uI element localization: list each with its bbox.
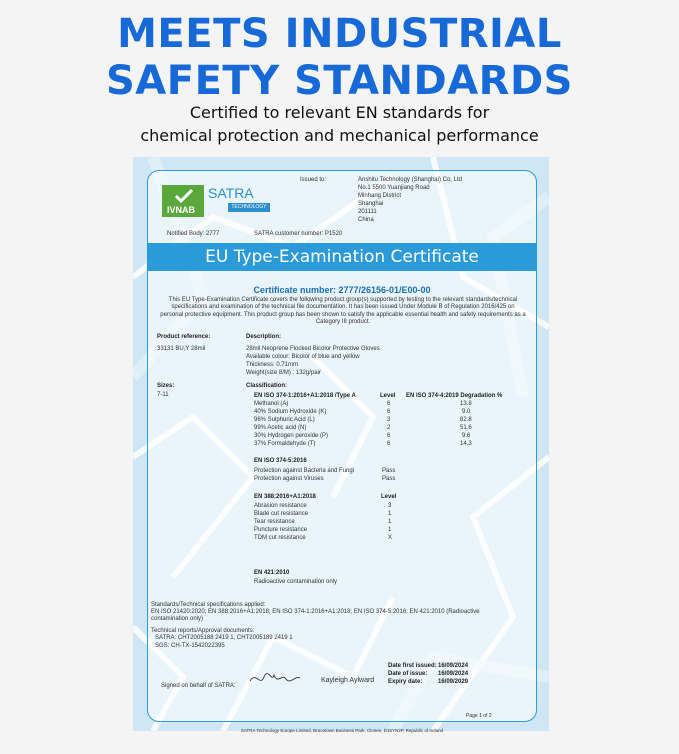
chem-row-name: 99% Acetic acid (N) bbox=[254, 425, 307, 431]
mech-row-level: X bbox=[388, 535, 393, 541]
rad-row: Radioactive contamination only bbox=[254, 579, 338, 585]
ivnab-logo bbox=[162, 185, 204, 217]
certificate-footer: SATRA Technology Europe Limited, Bracetown Business Park, Clonee, D15YN2P, Republic of Ireland bbox=[240, 728, 444, 733]
chem-row-name: 37% Formaldehyde (T) bbox=[254, 441, 316, 447]
chem-row-name: 40% Sodium Hydroxide (K) bbox=[254, 409, 327, 415]
ivnab-logo-text: IVNAB bbox=[167, 205, 196, 215]
chem-row-level: 6 bbox=[387, 441, 391, 447]
mech-row-level: 1 bbox=[388, 519, 392, 525]
address-line: Anshitu Technology (Shanghai) Co, Ltd bbox=[358, 177, 462, 183]
rad-standard-header: EN 421:2010 bbox=[254, 570, 290, 576]
certificate-title-banner: EU Type-Examination Certificate bbox=[148, 243, 536, 271]
page-number: Page 1 of 2 bbox=[466, 713, 492, 719]
mech-row-name: Puncture resistance bbox=[254, 527, 308, 533]
reports-label: Technical reports/Approval documents: bbox=[151, 628, 255, 634]
signed-label: Signed on behalf of SATRA: bbox=[161, 683, 236, 689]
chem-row-degradation: 13.8 bbox=[460, 401, 472, 407]
chem-standard-header: EN ISO 374-1:2016+A1:2018 /Type A bbox=[254, 393, 356, 399]
issued-to-label: Issued to: bbox=[300, 177, 327, 183]
satra-technology-text: TECHNOLOGY bbox=[228, 203, 270, 212]
date-label: Date of issue: bbox=[388, 671, 428, 677]
classification-label: Classification: bbox=[246, 383, 288, 389]
certificate-card bbox=[147, 170, 537, 733]
satra-logo bbox=[208, 185, 270, 215]
mech-row-name: Abrasion resistance bbox=[254, 503, 307, 509]
description-line: Thickness: 0.71mm bbox=[246, 362, 299, 368]
date-value: 16/09/2024 bbox=[438, 671, 469, 677]
bio-row-result: Pass bbox=[382, 468, 396, 474]
address-line: No.1 5500 Yuanjiang Road bbox=[358, 185, 430, 191]
description-line: Weight(size 8/M) : 132g/pair bbox=[246, 370, 321, 376]
bio-row-name: Protection against Viruses bbox=[254, 476, 324, 482]
mech-row-name: TDM cut resistance bbox=[254, 535, 306, 541]
customer-number: SATRA customer number: P1520 bbox=[254, 231, 343, 237]
chem-row-name: Methanol (A) bbox=[254, 401, 289, 407]
reports-line: SATRA: CHT2005188 2419 1, CHT2005189 2419 1 bbox=[155, 635, 293, 641]
address-line: China bbox=[358, 217, 374, 223]
description-line: Available colour: Bicolor of blue and yellow bbox=[246, 354, 360, 360]
mech-row-name: Blade cut resistance bbox=[254, 511, 309, 517]
chem-row-degradation: 14.3 bbox=[460, 441, 472, 447]
chem-row-degradation: 9.6 bbox=[462, 433, 471, 439]
mech-level-header: Level bbox=[381, 494, 397, 500]
product-reference-label: Product reference: bbox=[157, 334, 211, 340]
chem-row-level: 6 bbox=[387, 401, 391, 407]
chem-row-degradation: 51.6 bbox=[460, 425, 472, 431]
satra-logo-text: SATRA bbox=[208, 185, 254, 201]
chem-row-degradation: 82.8 bbox=[460, 417, 472, 423]
date-value: 16/09/2029 bbox=[438, 679, 469, 685]
standards-label: Standards/Technical specifications applied: bbox=[151, 602, 266, 608]
mech-row-level: 1 bbox=[388, 527, 392, 533]
chem-level-header: Level bbox=[380, 393, 396, 399]
signer-name: Kayleigh Aylward bbox=[321, 677, 375, 684]
reports-line: SGS: CH-TX-1542022395 bbox=[155, 643, 225, 649]
mech-row-level: 3 bbox=[388, 503, 392, 509]
description-label: Description: bbox=[246, 334, 282, 340]
date-label: Expiry date: bbox=[388, 679, 423, 685]
certificate-intro: This EU Type-Examination Certificate covers the following product group(s) supported by testing to the relevant standards/technical specifications and examination of the technical file documentation. It has been issued Under Module B of Regulation 2016/425 on personal protective equipment. This product group has been shown to satisfy the applicable essential health and safety requirements as a Category III product. bbox=[160, 297, 526, 326]
headline-line-1: MEETS INDUSTRIAL bbox=[117, 11, 562, 57]
address-line: Minhang District bbox=[358, 193, 402, 199]
subheadline-line-2: chemical protection and mechanical performance bbox=[140, 126, 539, 145]
mech-row-level: 1 bbox=[388, 511, 392, 517]
mech-standard-header: EN 388:2016+A1:2018 bbox=[254, 494, 316, 500]
sizes-label: Sizes: bbox=[157, 383, 175, 389]
product-reference-value: 33131 BU,Y 28mil bbox=[157, 346, 206, 352]
mech-row-name: Tear resistance bbox=[254, 519, 295, 525]
signature-icon bbox=[248, 669, 302, 689]
chem-row-degradation: 9.0 bbox=[462, 409, 471, 415]
subheadline-line-1: Certified to relevant EN standards for bbox=[189, 103, 490, 122]
address-line: 201111 bbox=[358, 209, 377, 215]
chem-row-level: 2 bbox=[387, 425, 391, 431]
description-line: 28mil Neoprene Flocked Bicolor Protective Gloves bbox=[246, 346, 380, 352]
bio-standard-header: EN ISO 374-5:2016 bbox=[254, 458, 307, 464]
bio-row-name: Protection against Bacteria and Fungi bbox=[254, 468, 355, 474]
chem-row-name: 96% Sulphuric Acid (L) bbox=[254, 417, 315, 423]
date-label: Date first issued: bbox=[388, 663, 437, 669]
chem-row-level: 6 bbox=[387, 409, 391, 415]
address-line: Shanghai bbox=[358, 201, 384, 207]
headline-line-2: SAFETY STANDARDS bbox=[106, 58, 573, 104]
standards-line: EN ISO 21420:2020; EN 388:2016+A1:2018; EN ISO 374-1:2016+A1:2018; EN ISO 374-5:2016; EN 421:2010 (Radioactive bbox=[151, 609, 480, 615]
certificate-number: Certificate number: 2777/26156-01/E00-00 bbox=[253, 285, 431, 295]
chem-degradation-header: EN ISO 374-4:2019 Degradation % bbox=[406, 393, 503, 399]
notified-body: Notified Body: 2777 bbox=[167, 231, 220, 237]
chem-row-name: 30% Hydrogen peroxide (P) bbox=[254, 433, 329, 439]
bio-row-result: Pass bbox=[382, 476, 396, 482]
standards-line: contamination only) bbox=[151, 616, 204, 622]
sizes-value: 7-11 bbox=[157, 392, 169, 398]
chem-row-level: 6 bbox=[387, 433, 391, 439]
date-value: 16/09/2024 bbox=[438, 663, 469, 669]
check-logo-icon bbox=[162, 187, 204, 205]
chem-row-level: 3 bbox=[387, 417, 391, 423]
